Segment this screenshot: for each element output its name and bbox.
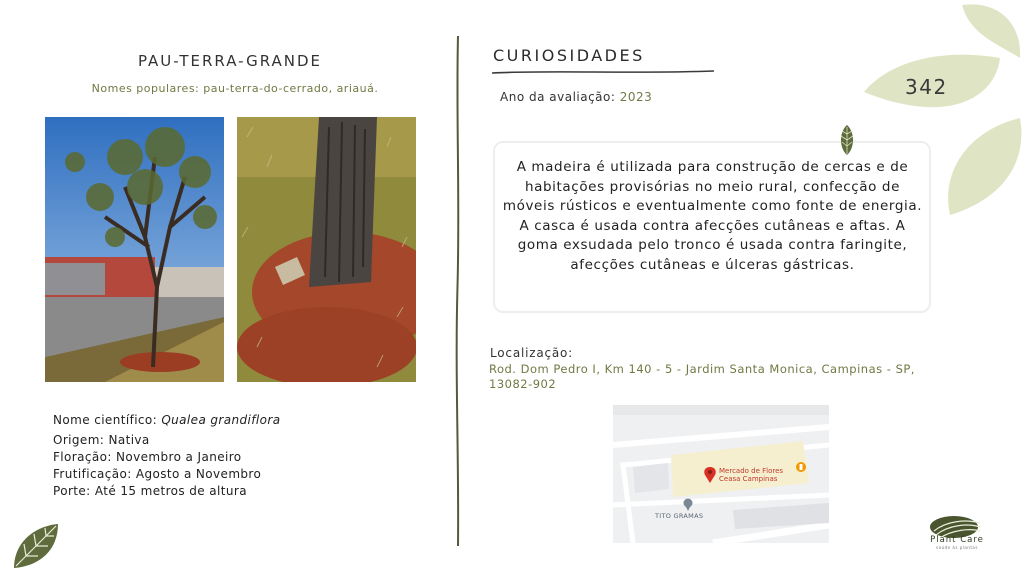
evaluation-year-label: Ano da avaliação: xyxy=(500,90,616,104)
plant-info xyxy=(53,412,280,500)
popular-names-label: Nomes populares: xyxy=(91,82,200,95)
popular-names xyxy=(0,82,470,95)
flowering: Floração: Novembro a Janeiro xyxy=(53,450,242,464)
vertical-divider xyxy=(453,36,463,546)
size: Porte: Até 15 metros de altura xyxy=(53,484,247,498)
scientific-name-row xyxy=(53,412,280,429)
trunk-photo xyxy=(237,117,416,382)
scientific-name-label: Nome científico: xyxy=(53,413,158,427)
leaf-decoration-icon xyxy=(10,522,62,570)
scientific-name-value: Qualea grandiflora xyxy=(161,413,281,427)
logo-name: Plant Care xyxy=(930,535,984,545)
plant-title: PAU-TERRA-GRANDE xyxy=(137,52,323,70)
food-pin-icon xyxy=(796,462,806,472)
decorative-leaves xyxy=(850,0,1024,230)
location-label: Localização: xyxy=(490,346,574,360)
popular-names-value: pau-terra-do-cerrado, ariauá. xyxy=(203,82,379,95)
title-underline xyxy=(492,68,714,76)
badge-number: 342 xyxy=(905,75,948,99)
evaluation-year-value: 2023 xyxy=(619,90,653,104)
evaluation-year xyxy=(500,90,652,104)
curiosidades-text: A madeira é utilizada para construção de cercas e de habitações provisórias no meio rural, confecção de móveis rústicos e eventualmente como fonte de energia. A casca é usada contra afecções cutâneas e aftas. A goma exsudada pelo tronco é usada contra faringite, afecções cutâneas e úlceras gástricas. xyxy=(502,159,923,273)
origin: Origem: Nativa xyxy=(53,433,150,447)
location-address: Rod. Dom Pedro I, Km 140 - 5 - Jardim Santa Monica, Campinas - SP, 13082-902 xyxy=(489,362,915,391)
fruiting: Frutificação: Agosto a Novembro xyxy=(53,467,262,481)
map-nearby-label: TITO GRAMAS xyxy=(655,512,704,520)
curiosidades-title: CURIOSIDADES xyxy=(493,46,645,65)
tree-photo xyxy=(45,117,224,382)
map-place-name: Mercado de Flores Ceasa Campinas xyxy=(719,467,784,483)
logo-tagline: saúde às plantas xyxy=(936,545,978,550)
